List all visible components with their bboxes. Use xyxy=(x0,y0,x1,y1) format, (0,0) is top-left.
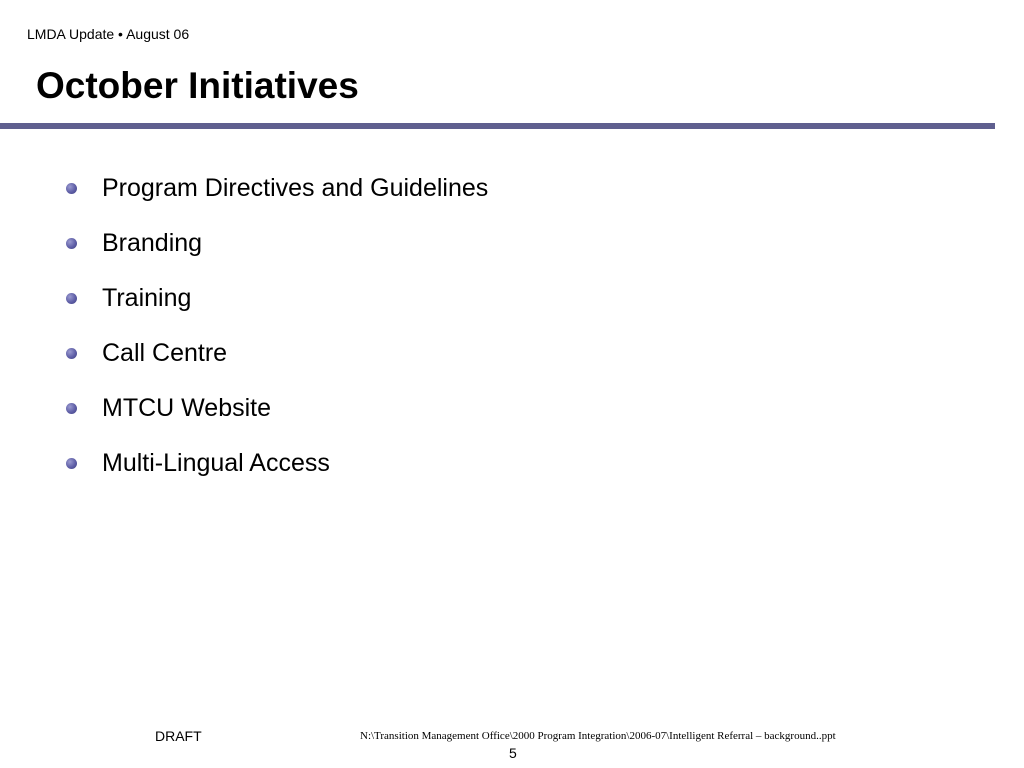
footer-draft-label: DRAFT xyxy=(155,728,202,744)
bullet-text: Branding xyxy=(102,229,203,257)
bullet-item xyxy=(64,280,488,335)
title-divider xyxy=(0,123,995,129)
bullet-text: Multi-Lingual Access xyxy=(102,449,330,477)
bullet-item xyxy=(64,225,488,280)
header-label: LMDA Update • August 06 xyxy=(27,26,190,42)
bullet-dot-icon xyxy=(66,238,77,249)
bullet-dot-icon xyxy=(66,458,77,469)
bullet-dot-icon xyxy=(66,183,77,194)
bullet-item xyxy=(64,390,488,445)
bullet-item xyxy=(64,445,488,500)
bullet-text: MTCU Website xyxy=(102,394,272,422)
slide-title: October Initiatives xyxy=(36,65,359,106)
bullet-text: Call Centre xyxy=(102,339,228,367)
bullet-dot-icon xyxy=(66,348,77,359)
bullet-dot-icon xyxy=(66,403,77,414)
bullet-list xyxy=(64,170,488,500)
bullet-dot-icon xyxy=(66,293,77,304)
footer-file-path: N:\Transition Management Office\2000 Program Integration\2006-07\Intelligent Referral – background..ppt xyxy=(360,730,836,742)
bullet-item xyxy=(64,335,488,390)
bullet-text: Training xyxy=(102,284,192,312)
footer-page-number: 5 xyxy=(509,745,517,761)
bullet-text: Program Directives and Guidelines xyxy=(102,174,489,202)
bullet-item xyxy=(64,170,488,225)
